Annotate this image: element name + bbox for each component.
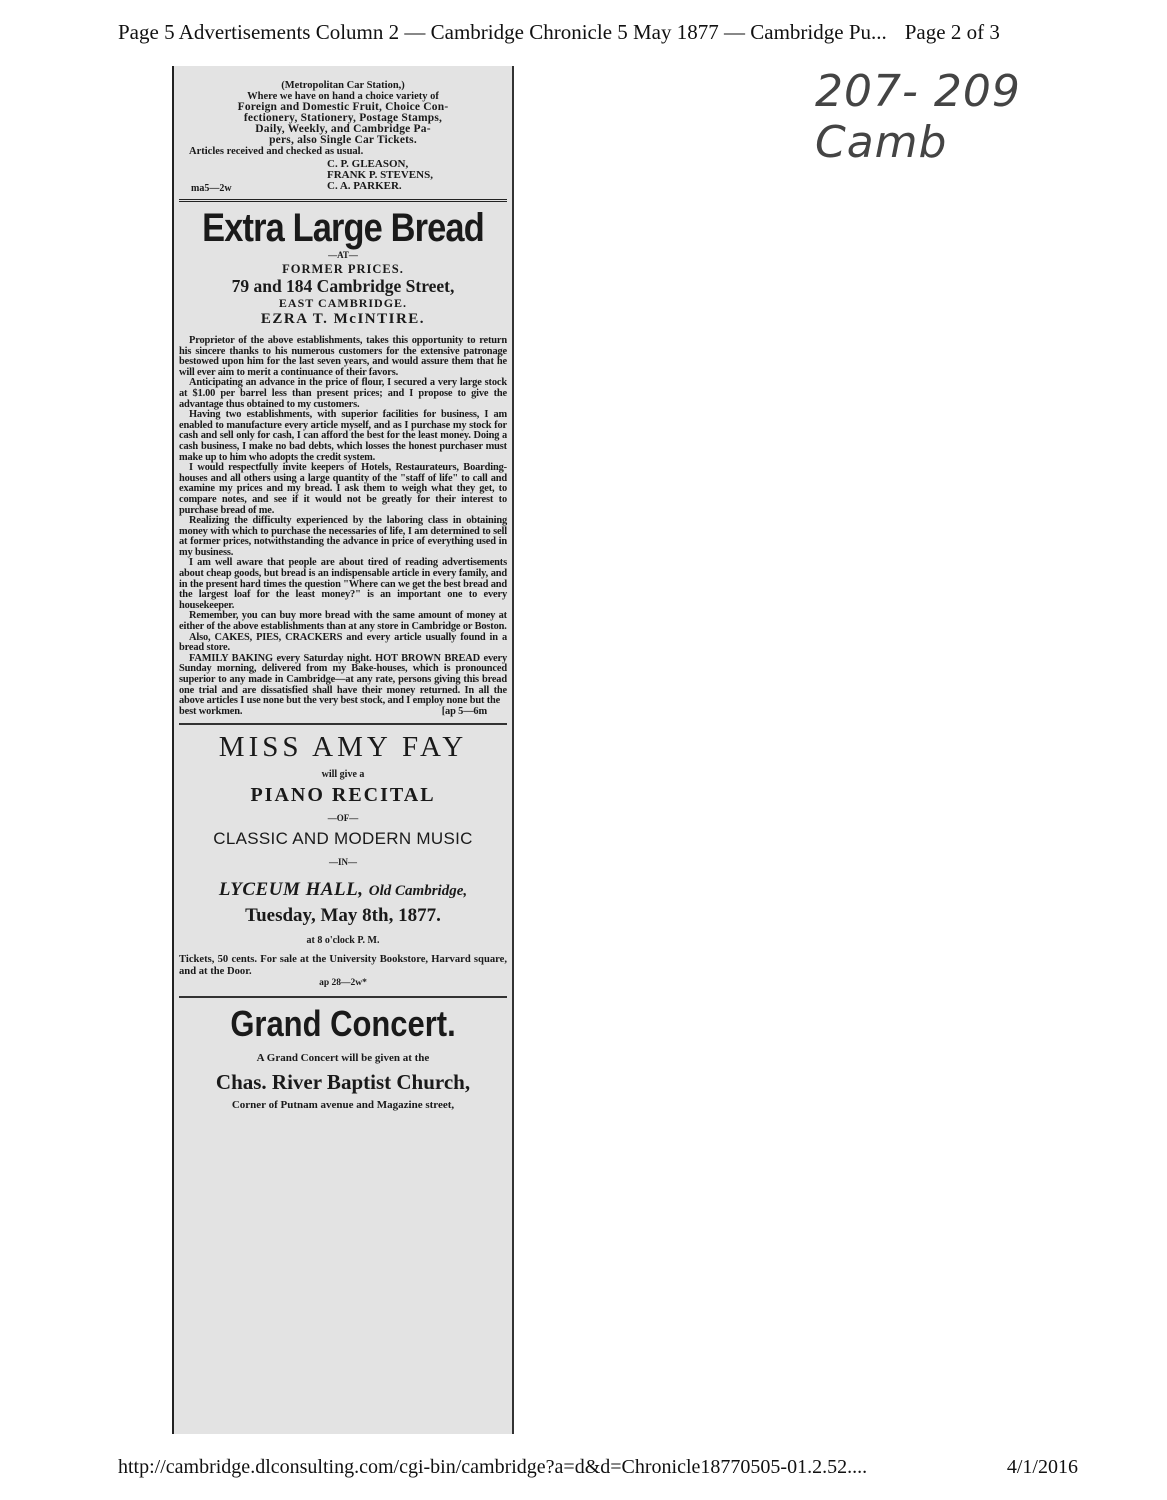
bread-place: EAST CAMBRIDGE. xyxy=(278,296,408,310)
concert-line: A Grand Concert will be given at the xyxy=(256,1052,430,1065)
bread-paragraph: Remember, you can buy more bread with the same amount of money at either of the above establishments than at any store in Cambridge or Boston. xyxy=(179,610,507,633)
recital-date: Tuesday, May 8th, 1877. xyxy=(245,905,441,927)
station-ad xyxy=(179,80,507,193)
bread-headline: Extra Large Bread xyxy=(202,206,484,250)
piano-recital: PIANO RECITAL xyxy=(250,784,436,807)
recital-hall xyxy=(179,879,507,901)
divider xyxy=(179,723,507,725)
hall-name: LYCEUM HALL, xyxy=(218,879,364,901)
bread-proprietor: EZRA T. McINTIRE. xyxy=(260,311,426,327)
bread-paragraph: I would respectfully invite keepers of Hotels, Restaurateurs, Boarding-houses and all others using a large quantity of the "staff of life" to call and examine my prices and my bread. I ask them to weigh what they get, to compare notes, and see if it would not be greatly for their interest to purchase bread of me. xyxy=(179,462,507,516)
concert-ad xyxy=(179,1004,507,1111)
bread-paragraph: Anticipating an advance in the price of flour, I secured a very large stock at $1.00 per barrel less than present prices; and I propose to give the advantage thus obtained to my customers. xyxy=(179,377,507,410)
concert-corner: Corner of Putnam avenue and Magazine street, xyxy=(231,1099,455,1112)
bread-paragraph: Realizing the difficulty experienced by the laboring class in obtaining money with which to purchase the necessaries of life, I am determined to sell at former prices, notwithstanding the advance in price of everything used in my business. xyxy=(179,515,507,558)
concert-title: Grand Concert. xyxy=(230,1003,456,1045)
recital-of: —OF— xyxy=(327,813,359,824)
recital-tickets: Tickets, 50 cents. For sale at the University Bookstore, Harvard square, and at the Door. xyxy=(179,954,507,978)
footer-url: http://cambridge.dlconsulting.com/cgi-bin/cambridge?a=d&d=Chronicle18770505-01.2.52.... xyxy=(118,1456,868,1478)
station-bold-line: Daily, Weekly, and Cambridge Pa- xyxy=(255,123,431,135)
footer-date: 4/1/2016 xyxy=(1006,1456,1078,1478)
station-signatures xyxy=(179,159,507,193)
page-count: Page 2 of 3 xyxy=(904,20,1000,44)
station-bold-line: fectionery, Stationery, Postage Stamps, xyxy=(243,112,443,124)
bread-paragraph: Having two establishments, with superior facilities for business, I am enabled to manufacture every article myself, and as I purchase my stock for cash and sell only for cash, I can afford the best for the least money. Doing a cash business, I make no bad debts, which losses the honest purchaser must make up to him who adopts the credit system. xyxy=(179,409,507,463)
bread-paragraph: Also, CAKES, PIES, CRACKERS and every article usually found in a bread store. xyxy=(179,631,507,654)
recital-time: at 8 o'clock P. M. xyxy=(306,935,380,947)
will-give: will give a xyxy=(321,769,365,781)
bread-body xyxy=(179,336,507,717)
print-footer xyxy=(118,1456,1078,1479)
station-line1: Where we have on hand a choice variety of xyxy=(247,91,439,102)
bread-ad xyxy=(179,206,507,717)
bread-closing: best workmen. xyxy=(179,705,243,717)
signature-name: FRANK P. STEVENS, xyxy=(327,169,433,181)
former-prices: FORMER PRICES. xyxy=(282,262,404,276)
signature-name: C. A. PARKER. xyxy=(327,180,402,192)
divider xyxy=(179,199,507,202)
recital-code: ap 28—2w* xyxy=(319,978,367,989)
recital-music: CLASSIC AND MODERN MUSIC xyxy=(213,829,473,849)
bread-last-line xyxy=(179,707,507,718)
signature-name: C. P. GLEASON, xyxy=(327,158,409,170)
concert-church: Chas. River Baptist Church, xyxy=(215,1070,471,1095)
bread-address: 79 and 184 Cambridge Street, xyxy=(231,276,455,296)
station-bold-line: Foreign and Domestic Fruit, Choice Con- xyxy=(237,101,449,113)
recital-ad xyxy=(179,731,507,988)
recital-in: —IN— xyxy=(328,857,357,868)
station-subtitle: (Metropolitan Car Station,) xyxy=(281,80,405,91)
print-header xyxy=(118,20,1000,45)
print-title: Page 5 Advertisements Column 2 — Cambridge Chronicle 5 May 1877 — Cambridge Pu... xyxy=(118,20,887,44)
newspaper-clipping xyxy=(172,66,514,1434)
recital-title: MISS AMY FAY xyxy=(218,731,468,764)
handwritten-note: 207- 209 Camb xyxy=(815,66,1021,168)
hall-place: Old Cambridge, xyxy=(368,883,468,900)
station-code: ma5—2w xyxy=(191,183,232,194)
bread-paragraph: FAMILY BAKING every Saturday night. HOT BROWN BREAD every Sunday morning, delivered from my Bake-houses, which is pronounced superior to any made in Cambridge—at any rate, persons giving this bread one trial and are dissatisfied shall have their money returned. In all the above articles I use none but the very best stock, and I employ none but the xyxy=(179,652,507,707)
station-articles: Articles received and checked as usual. xyxy=(189,146,364,157)
bread-paragraph: Proprietor of the above establishments, takes this opportunity to return his sincere thanks to his numerous customers for the extensive patronage bestowed upon him for the last seven years, and would assure them that he will ever aim to merit a continuance of their favors. xyxy=(179,335,507,378)
station-bold-line: pers, also Single Car Tickets. xyxy=(269,134,417,146)
signature-names xyxy=(327,159,433,192)
bread-paragraph: I am well aware that people are about tired of reading advertisements about cheap goods, but bread is an indispensable article in every family, and in the present hard times the question "Where can we get the best bread and the largest loaf for the least money?" is an important one to every housekeeper. xyxy=(179,557,507,611)
bread-code: [ap 5—6m xyxy=(441,705,487,717)
divider xyxy=(179,996,507,998)
bread-at: —AT— xyxy=(328,250,358,260)
